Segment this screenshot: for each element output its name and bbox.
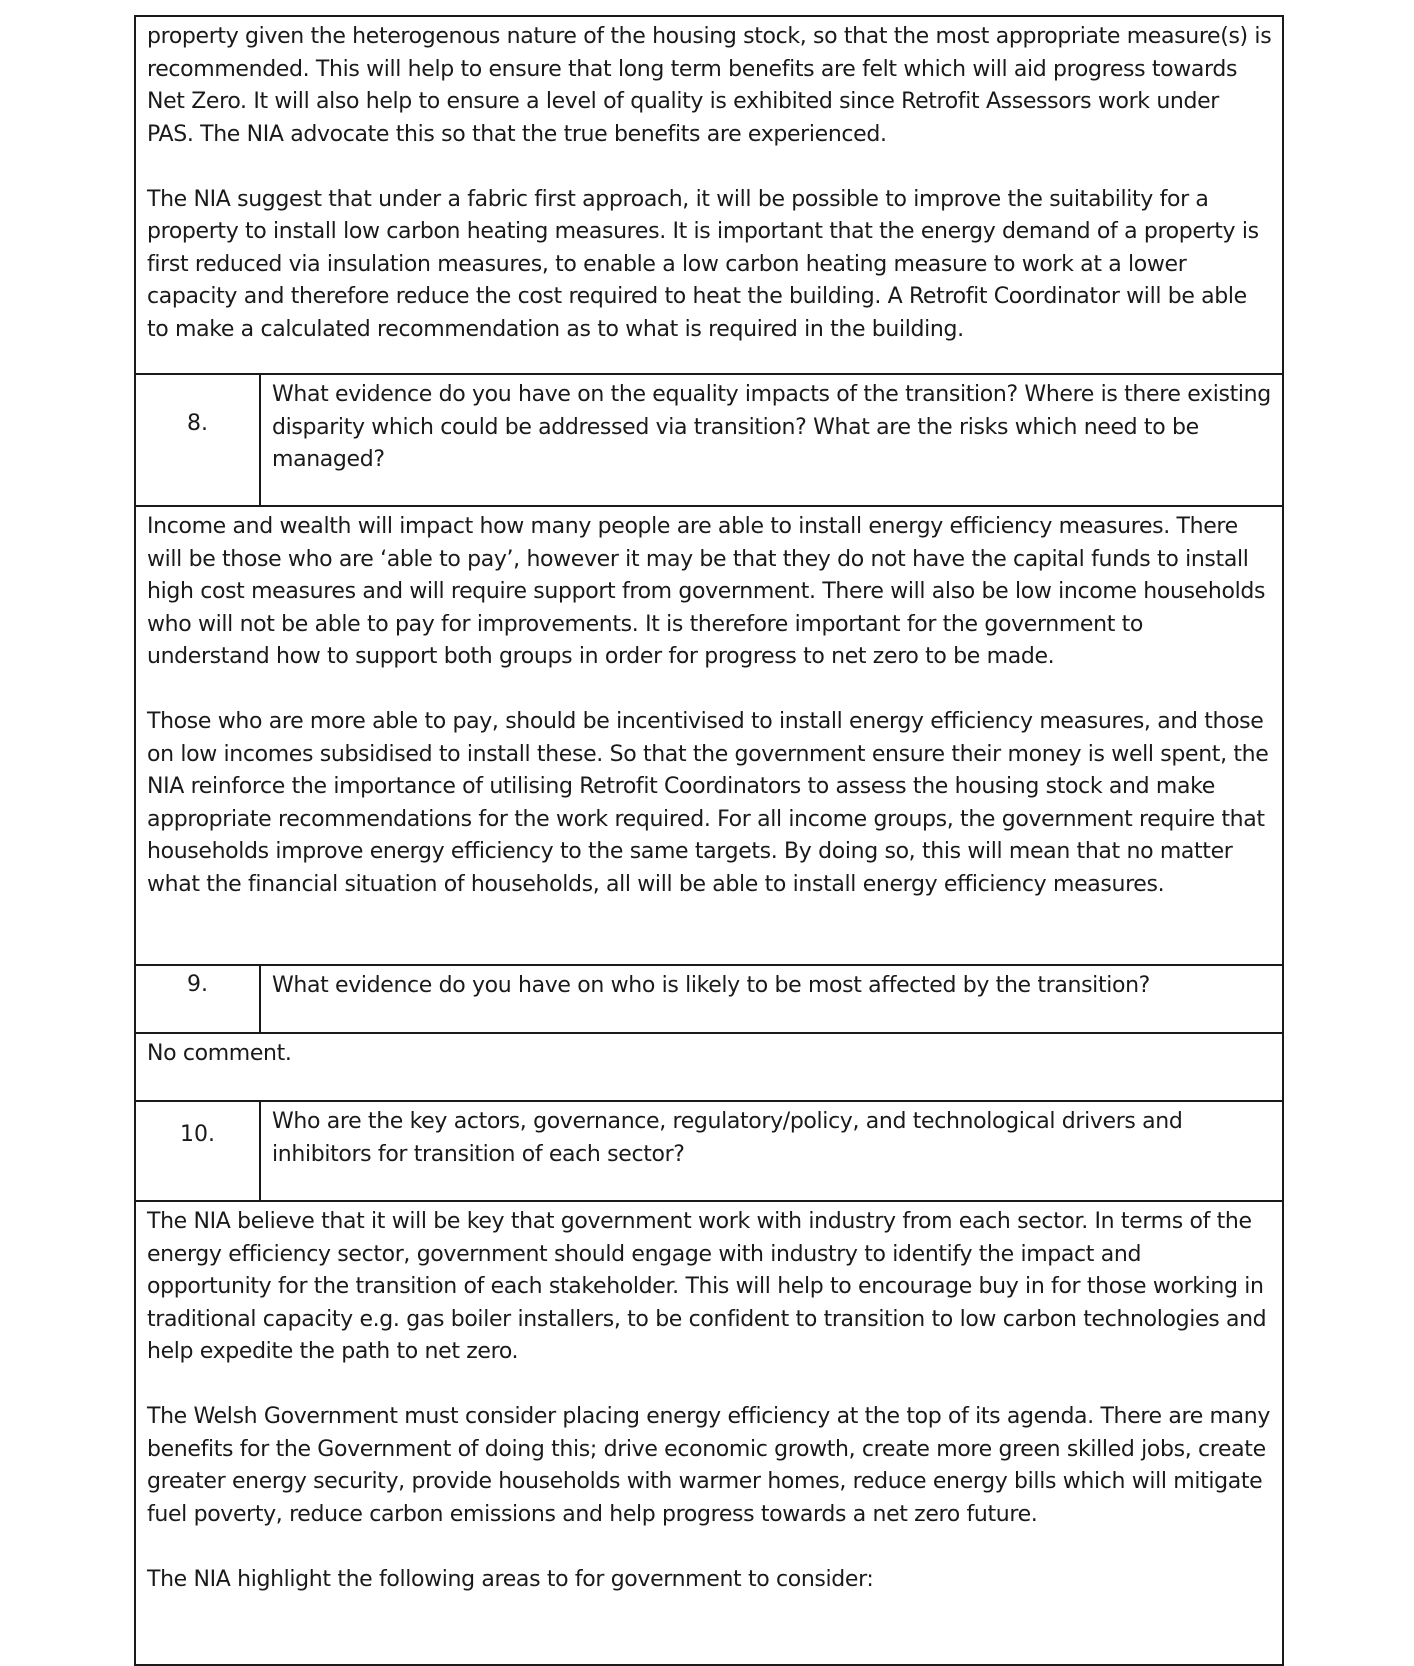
answer-paragraph: Those who are more able to pay, should be incentivised to install energy efficiency measures, and those on low incomes subsidised to install these. So that the government ensure their money is well spent, the NIA reinforce the importance of utilising Retrofit Coordinators to assess the housing stock and make appropriate recommendations for the work required. For all income groups, the government require that households improve energy efficiency to the same targets. By doing so, this will mean that no matter what the financial situation of households, all will be able to install energy efficiency measures. bbox=[147, 709, 1269, 897]
answer-cell-8 bbox=[136, 505, 1282, 964]
question-row-10 bbox=[136, 1100, 1282, 1200]
question-row-9 bbox=[136, 964, 1282, 1032]
answer-paragraph: The NIA believe that it will be key that government work with industry from each sector. In terms of the energy efficiency sector, government should engage with industry to identify the impact and opportunity for the transition of each stakeholder. This will help to encourage buy in for those working in traditional capacity e.g. gas boiler installers, to be confident to transition to low carbon technologies and help expedite the path to net zero. bbox=[147, 1209, 1267, 1364]
answer-cell-10 bbox=[136, 1200, 1282, 1664]
question-text: What evidence do you have on the equality impacts of the transition? Where is there existing disparity which could be addressed via transition? What are the risks which need to be managed? bbox=[272, 382, 1271, 472]
answer-paragraph: The NIA suggest that under a fabric first approach, it will be possible to improve the suitability for a property to install low carbon heating measures. It is important that the energy demand of a property is first reduced via insulation measures, to enable a low carbon heating measure to work at a lower capacity and therefore reduce the cost required to heat the building. A Retrofit Coordinator will be able to make a calculated recommendation as to what is required in the building. bbox=[147, 186, 1259, 342]
consultation-response-table bbox=[134, 15, 1284, 1666]
answer-paragraph: The Welsh Government must consider placing energy efficiency at the top of its agenda. There are many benefits for the Government of doing this; drive economic growth, create more green skilled jobs, create greater energy security, provide households with warmer homes, reduce energy bills which will mitigate fuel poverty, reduce carbon emissions and help progress towards a net zero future. bbox=[147, 1404, 1271, 1527]
question-number: 9. bbox=[136, 966, 261, 1032]
answer-paragraph: The NIA highlight the following areas to for government to consider: bbox=[147, 1566, 874, 1592]
answer-cell-9 bbox=[136, 1032, 1282, 1100]
question-number: 10. bbox=[136, 1102, 261, 1200]
question-text: Who are the key actors, governance, regulatory/policy, and technological drivers and inhibitors for transition of each sector? bbox=[272, 1109, 1183, 1167]
answer-paragraph: Income and wealth will impact how many people are able to install energy efficiency measures. There will be those who are ‘able to pay’, however it may be that they do not have the capital funds to install high cost measures and will require support from government. There will also be low income households who will not be able to pay for improvements. It is therefore important for the government to understand how to support both groups in order for progress to net zero to be made. bbox=[147, 514, 1266, 669]
answer-paragraph: property given the heterogenous nature of the housing stock, so that the most appropriate measure(s) is recommended. This will help to ensure that long term benefits are felt which will aid progress towards Net Zero. It will also help to ensure a level of quality is exhibited since Retrofit Assessors work under PAS. The NIA advocate this so that the true benefits are experienced. bbox=[147, 24, 1272, 147]
answer-paragraph: No comment. bbox=[147, 1041, 292, 1066]
answer-cell-intro bbox=[136, 17, 1282, 373]
question-row-8 bbox=[136, 373, 1282, 505]
question-number: 8. bbox=[136, 375, 261, 505]
question-text: What evidence do you have on who is likely to be most affected by the transition? bbox=[272, 973, 1151, 998]
